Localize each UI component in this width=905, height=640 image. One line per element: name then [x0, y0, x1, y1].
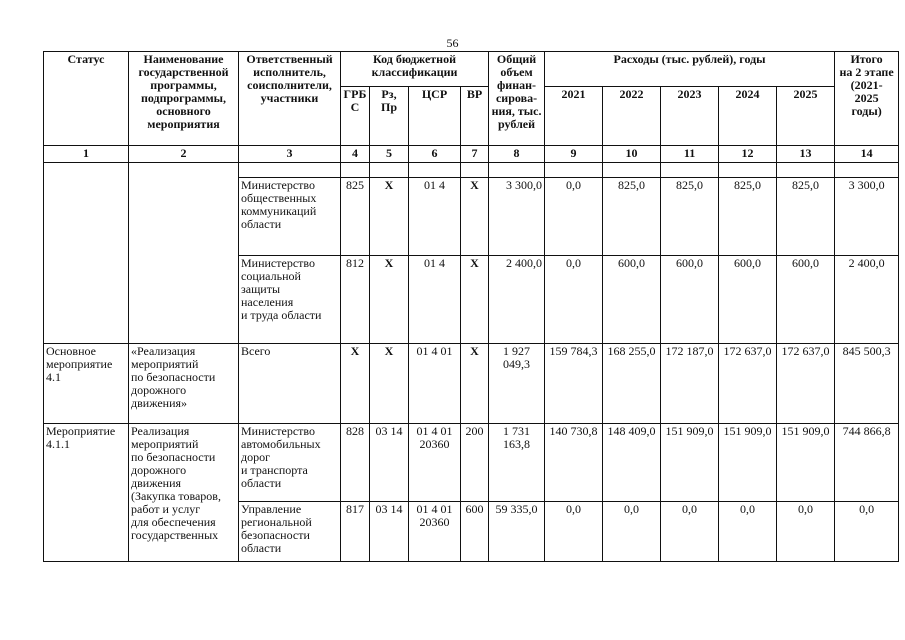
- total-cell: 1 731 163,8: [489, 424, 545, 502]
- grbs-cell: 828: [341, 424, 370, 502]
- header-grbs: ГРБ С: [341, 87, 370, 146]
- stage-total-cell: 0,0: [835, 502, 899, 562]
- rzpr-cell: Х: [370, 256, 409, 344]
- csr-cell: 01 4 01 20360: [409, 424, 461, 502]
- status-cell: Мероприятие 4.1.1: [44, 424, 129, 562]
- y2025-cell: 600,0: [777, 256, 835, 344]
- responsible-cell: Министерство общественных коммуникаций области: [239, 178, 341, 256]
- csr-cell: 01 4: [409, 178, 461, 256]
- header-y2022: 2022: [603, 87, 661, 146]
- header-stage-total: Итого на 2 этапе (2021- 2025 годы): [835, 52, 899, 146]
- header-vr: ВР: [461, 87, 489, 146]
- rzpr-cell: Х: [370, 178, 409, 256]
- column-number: 14: [835, 146, 899, 163]
- header-y2025: 2025: [777, 87, 835, 146]
- column-number: 3: [239, 146, 341, 163]
- y2022-cell: 0,0: [603, 502, 661, 562]
- header-status: Статус: [44, 52, 129, 146]
- header-csr: ЦСР: [409, 87, 461, 146]
- name-cell: «Реализация мероприятий по безопасности дорожного движения»: [129, 344, 239, 424]
- page-number: 56: [446, 36, 459, 50]
- vr-cell: 200: [461, 424, 489, 502]
- y2023-cell: 172 187,0: [661, 344, 719, 424]
- y2021-cell: 159 784,3: [545, 344, 603, 424]
- y2025-cell: 151 909,0: [777, 424, 835, 502]
- header-y2021: 2021: [545, 87, 603, 146]
- rzpr-cell: 03 14: [370, 502, 409, 562]
- name-cell: Реализация мероприятий по безопасности дорожного движения (Закупка товаров, работ и услуг для обеспечения государственных: [129, 424, 239, 562]
- column-number: 9: [545, 146, 603, 163]
- responsible-cell: Управление региональной безопасности области: [239, 502, 341, 562]
- name-cell: [129, 163, 239, 344]
- column-number: 8: [489, 146, 545, 163]
- vr-cell: Х: [461, 256, 489, 344]
- csr-cell: 01 4 01: [409, 344, 461, 424]
- header-y2024: 2024: [719, 87, 777, 146]
- table-row: [44, 424, 899, 502]
- y2022-cell: 600,0: [603, 256, 661, 344]
- total-cell: 59 335,0: [489, 502, 545, 562]
- y2023-cell: 0,0: [661, 502, 719, 562]
- header-name: Наименование государственной программы, подпрограммы, основного мероприятия: [129, 52, 239, 146]
- column-number: 4: [341, 146, 370, 163]
- y2023-cell: 151 909,0: [661, 424, 719, 502]
- stage-total-cell: 845 500,3: [835, 344, 899, 424]
- y2022-cell: 168 255,0: [603, 344, 661, 424]
- spacer-row: [44, 163, 899, 178]
- rzpr-cell: Х: [370, 344, 409, 424]
- y2024-cell: 151 909,0: [719, 424, 777, 502]
- y2025-cell: 172 637,0: [777, 344, 835, 424]
- responsible-cell: Министерство автомобильных дорог и транспорта области: [239, 424, 341, 502]
- column-numbers-row: [44, 146, 899, 163]
- header-code-group: Код бюджетной классификации: [341, 52, 489, 87]
- y2021-cell: 0,0: [545, 502, 603, 562]
- table-row: [44, 344, 899, 424]
- y2023-cell: 825,0: [661, 178, 719, 256]
- csr-cell: 01 4 01 20360: [409, 502, 461, 562]
- column-number: 12: [719, 146, 777, 163]
- header-expenses-group: Расходы (тыс. рублей), годы: [545, 52, 835, 87]
- grbs-cell: 812: [341, 256, 370, 344]
- header-rzpr: Рз, Пр: [370, 87, 409, 146]
- vr-cell: Х: [461, 178, 489, 256]
- grbs-cell: Х: [341, 344, 370, 424]
- column-number: 7: [461, 146, 489, 163]
- grbs-cell: 817: [341, 502, 370, 562]
- csr-cell: 01 4: [409, 256, 461, 344]
- column-number: 13: [777, 146, 835, 163]
- y2021-cell: 140 730,8: [545, 424, 603, 502]
- rzpr-cell: 03 14: [370, 424, 409, 502]
- header-total: Общий объем финан- сирова- ния, тыс. рублей: [489, 52, 545, 146]
- header-responsible: Ответственный исполнитель, соисполнители, участники: [239, 52, 341, 146]
- responsible-cell: Министерство социальной защиты населения и труда области: [239, 256, 341, 344]
- column-number: 2: [129, 146, 239, 163]
- y2022-cell: 148 409,0: [603, 424, 661, 502]
- y2024-cell: 0,0: [719, 502, 777, 562]
- y2025-cell: 0,0: [777, 502, 835, 562]
- column-number: 11: [661, 146, 719, 163]
- header-y2023: 2023: [661, 87, 719, 146]
- vr-cell: Х: [461, 344, 489, 424]
- y2024-cell: 825,0: [719, 178, 777, 256]
- vr-cell: 600: [461, 502, 489, 562]
- stage-total-cell: 3 300,0: [835, 178, 899, 256]
- y2024-cell: 172 637,0: [719, 344, 777, 424]
- y2024-cell: 600,0: [719, 256, 777, 344]
- y2023-cell: 600,0: [661, 256, 719, 344]
- total-cell: 2 400,0: [489, 256, 545, 344]
- y2021-cell: 0,0: [545, 178, 603, 256]
- grbs-cell: 825: [341, 178, 370, 256]
- status-cell: Основное мероприятие 4.1: [44, 344, 129, 424]
- column-number: 5: [370, 146, 409, 163]
- column-number: 6: [409, 146, 461, 163]
- total-cell: 3 300,0: [489, 178, 545, 256]
- y2022-cell: 825,0: [603, 178, 661, 256]
- stage-total-cell: 2 400,0: [835, 256, 899, 344]
- header-row-1: [44, 52, 899, 87]
- status-cell: [44, 163, 129, 344]
- stage-total-cell: 744 866,8: [835, 424, 899, 502]
- column-number: 1: [44, 146, 129, 163]
- y2021-cell: 0,0: [545, 256, 603, 344]
- y2025-cell: 825,0: [777, 178, 835, 256]
- column-number: 10: [603, 146, 661, 163]
- budget-table: [43, 51, 899, 562]
- responsible-cell: Всего: [239, 344, 341, 424]
- total-cell: 1 927 049,3: [489, 344, 545, 424]
